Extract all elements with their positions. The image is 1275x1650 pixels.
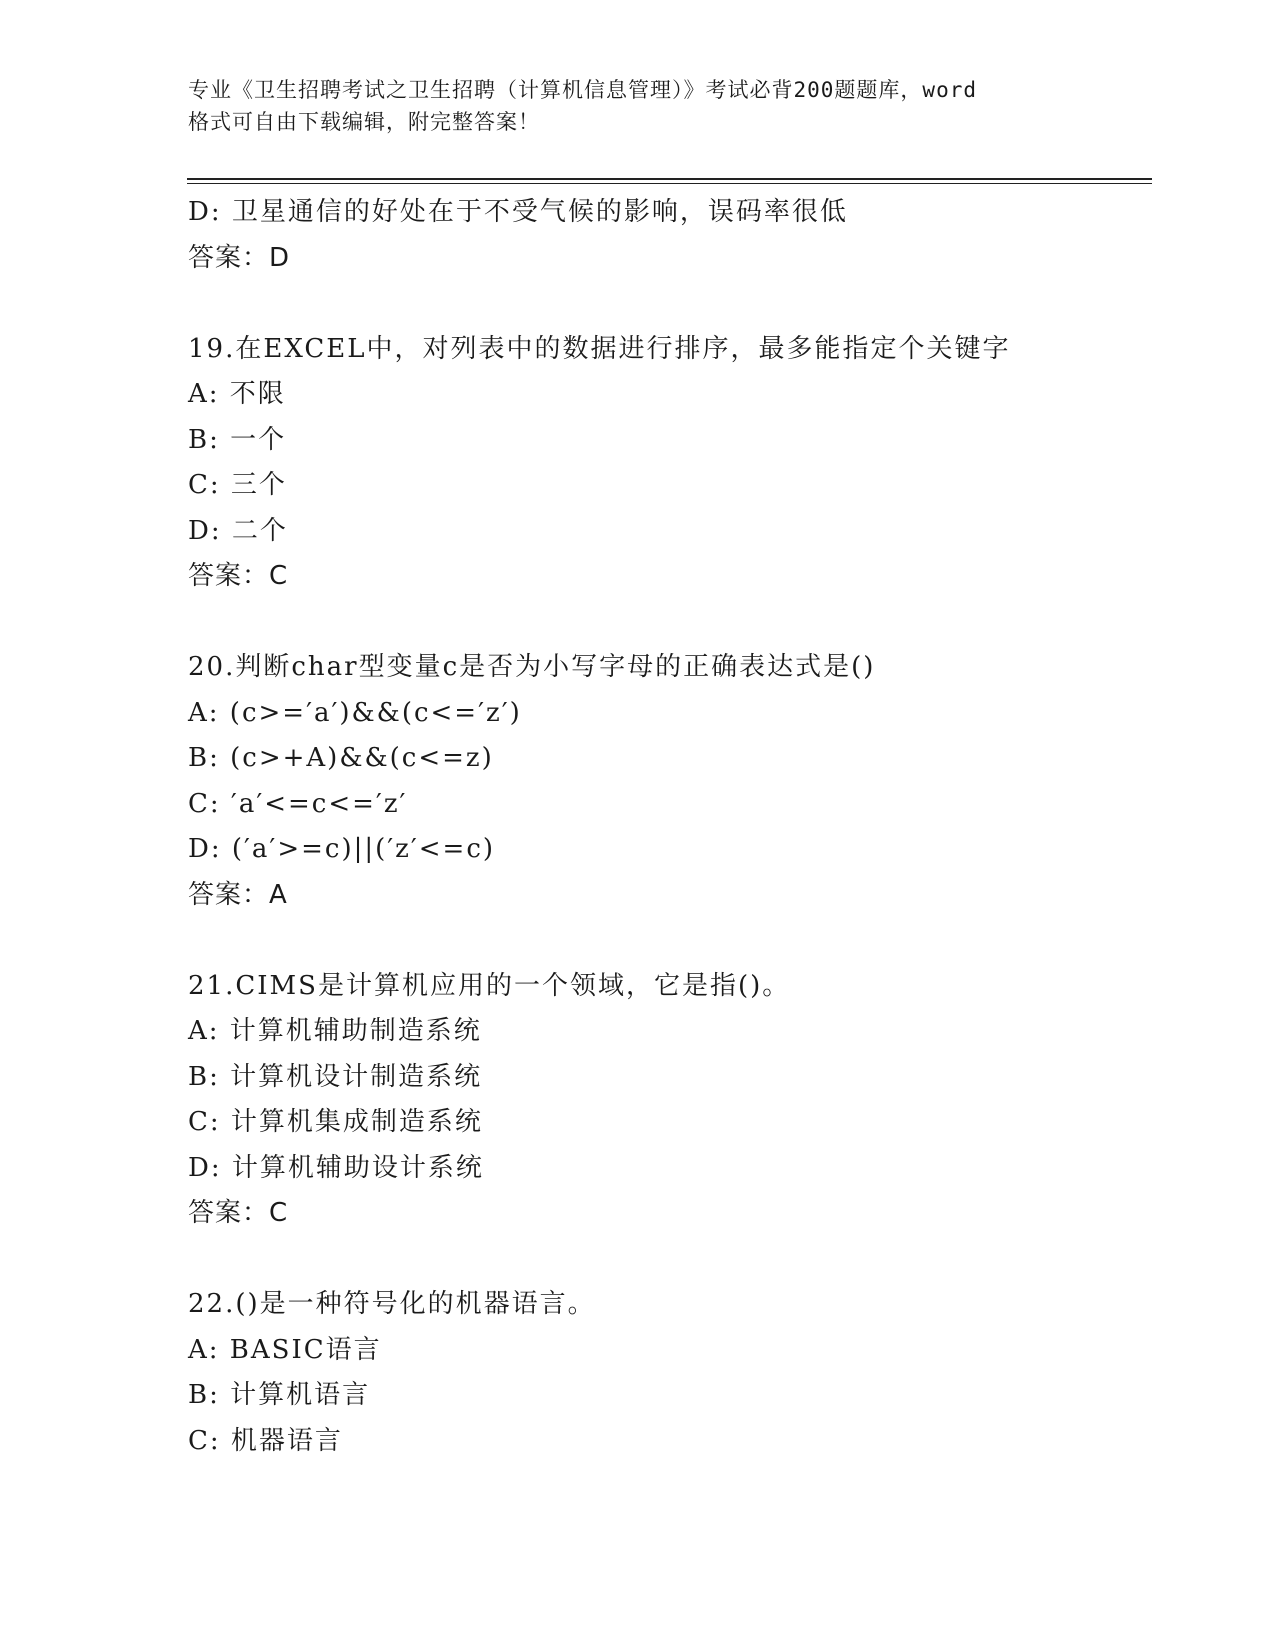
header-line-2: 格式可自由下载编辑，附完整答案！ [188,110,540,134]
option-d: D: 计算机辅助设计系统 [188,1152,484,1183]
option-c: C: 机器语言 [188,1425,343,1456]
answer-line: 答案：C [188,1198,289,1228]
question-stem: 20.判断char型变量c是否为小写字母的正确表达式是() [188,652,876,682]
option-d: D: 卫星通信的好处在于不受气候的影响，误码率很低 [188,197,848,227]
option-b: B: (c>+A)&&(c<=z) [188,743,494,773]
option-a: A: 计算机辅助制造系统 [188,1016,482,1046]
question-stem: 21.CIMS是计算机应用的一个领域，它是指()。 [188,970,791,1001]
header-divider-thin [187,183,1152,184]
question-21 [188,964,1148,1237]
spacer [188,600,1148,646]
option-a: A: BASIC语言 [188,1334,382,1365]
question-list [188,190,1148,1464]
question-stem: 22.()是一种符号化的机器语言。 [188,1289,596,1319]
option-c: C: 三个 [188,470,287,500]
spacer [188,1237,1148,1283]
answer-line: 答案：A [188,879,288,910]
spacer [188,281,1148,327]
option-b: B: 计算机语言 [188,1380,371,1410]
option-a: A: 不限 [188,379,286,409]
option-d: D: 二个 [188,515,288,546]
question-20 [188,645,1148,918]
option-c: C: ′a′<=c<=′z′ [188,788,408,819]
document-header [188,74,1088,138]
header-divider-thick [187,178,1152,180]
option-a: A: (c>=′a′)&&(c<=′z′) [188,697,522,728]
answer-line: 答案：C [188,561,289,591]
question-22 [188,1282,1148,1464]
answer-line: 答案：D [188,242,291,273]
question-stem: 19.在EXCEL中，对列表中的数据进行排序，最多能指定个关键字 [188,333,1011,364]
spacer [188,918,1148,964]
option-c: C: 计算机集成制造系统 [188,1107,483,1137]
header-line-1: 专业《卫生招聘考试之卫生招聘（计算机信息管理）》考试必背200题题库，word [188,78,977,102]
option-b: B: 一个 [188,424,287,455]
question-fragment [188,190,1148,281]
option-d: D: (′a′>=c)||(′z′<=c) [188,834,496,864]
question-19 [188,327,1148,600]
option-b: B: 计算机设计制造系统 [188,1061,483,1092]
